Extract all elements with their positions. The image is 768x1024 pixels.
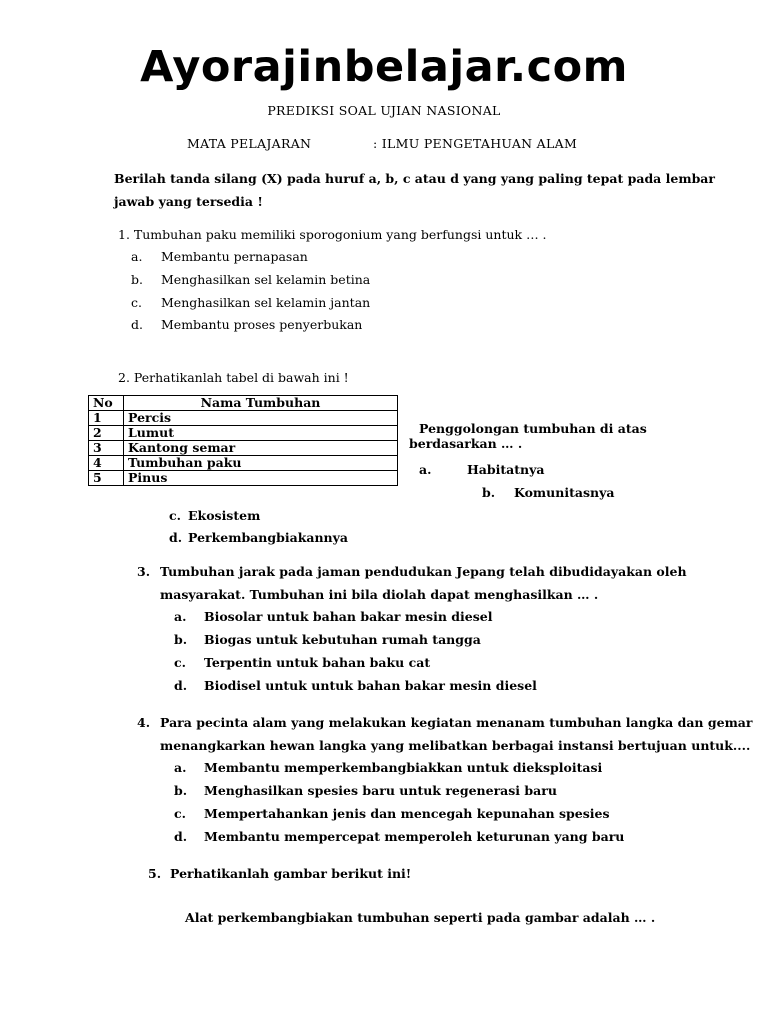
- option-letter: b.: [174, 783, 188, 798]
- q3-option-a: [174, 609, 492, 624]
- q2-option-a-letter: a.: [419, 462, 432, 477]
- q2-text: 2. Perhatikanlah tabel di bawah ini !: [118, 370, 349, 385]
- q5-followup: Alat perkembangbiakan tumbuhan seperti pada gambar adalah … .: [185, 910, 656, 925]
- q1-option-d: [131, 317, 362, 332]
- q5-number: 5.: [148, 866, 162, 881]
- q1-text: 1. Tumbuhan paku memiliki sporogonium yang berfungsi untuk … .: [118, 227, 547, 242]
- q1-option-a: [131, 249, 308, 264]
- table-cell-name: Percis: [124, 411, 398, 426]
- table-row: [89, 426, 398, 441]
- option-text: Terpentin untuk bahan baku cat: [204, 655, 431, 670]
- exam-title: PREDIKSI SOAL UJIAN NASIONAL: [267, 103, 501, 118]
- q4-option-a: [174, 760, 602, 775]
- plant-table: [88, 395, 398, 486]
- option-text: Membantu proses penyerbukan: [161, 317, 363, 332]
- table-header-name: Nama Tumbuhan: [124, 396, 398, 411]
- q4-line-2: menangkarkan hewan langka yang melibatkan berbagai instansi bertujuan untuk....: [160, 738, 751, 753]
- option-text: Menghasilkan sel kelamin jantan: [161, 295, 371, 310]
- q2-option-b-text: Komunitasnya: [514, 485, 615, 500]
- option-text: Membantu pernapasan: [161, 249, 308, 264]
- option-letter: d.: [174, 678, 188, 693]
- option-letter: b.: [131, 272, 143, 287]
- option-text: Biosolar untuk bahan bakar mesin diesel: [204, 609, 493, 624]
- option-letter: b.: [174, 632, 188, 647]
- option-text: Membantu mempercepat memperoleh keturunan yang baru: [204, 829, 625, 844]
- option-letter: d.: [131, 317, 143, 332]
- option-text: Perkembangbiakannya: [188, 530, 348, 545]
- table-cell-no: 3: [89, 441, 124, 456]
- q2-side-text-1: Penggolongan tumbuhan di atas: [419, 421, 647, 436]
- q4-option-c: [174, 806, 610, 821]
- option-letter: a.: [174, 760, 187, 775]
- q3-line-1: Tumbuhan jarak pada jaman pendudukan Jepang telah dibudidayakan oleh: [160, 564, 687, 579]
- q2-side-text-2: berdasarkan … .: [409, 436, 523, 451]
- q3-line-2: masyarakat. Tumbuhan ini bila diolah dapat menghasilkan … .: [160, 587, 599, 602]
- q2-option-c: [169, 508, 260, 523]
- q4-option-d: [174, 829, 624, 844]
- subject-label: MATA PELAJARAN: [187, 136, 312, 151]
- table-cell-name: Lumut: [124, 426, 398, 441]
- option-text: Biodisel untuk untuk bahan bakar mesin diesel: [204, 678, 537, 693]
- table-header-row: [89, 396, 398, 411]
- table-row: [89, 456, 398, 471]
- option-letter: c.: [174, 655, 186, 670]
- q5-text: Perhatikanlah gambar berikut ini!: [170, 866, 412, 881]
- option-text: Membantu memperkembangbiakkan untuk dieksploitasi: [204, 760, 603, 775]
- option-letter: c.: [131, 295, 142, 310]
- option-text: Menghasilkan spesies baru untuk regenerasi baru: [204, 783, 557, 798]
- table-cell-no: 4: [89, 456, 124, 471]
- table-row: [89, 471, 398, 486]
- option-letter: d.: [169, 530, 183, 545]
- q3-option-b: [174, 632, 481, 647]
- q4-line-1: Para pecinta alam yang melakukan kegiatan menanam tumbuhan langka dan gemar: [160, 715, 753, 730]
- subject-value: : ILMU PENGETAHUAN ALAM: [373, 136, 578, 151]
- option-text: Menghasilkan sel kelamin betina: [161, 272, 371, 287]
- q2-option-a-text: Habitatnya: [467, 462, 545, 477]
- q2-option-d: [169, 530, 348, 545]
- option-letter: c.: [174, 806, 186, 821]
- option-text: Mempertahankan jenis dan mencegah kepunahan spesies: [204, 806, 610, 821]
- table-cell-name: Tumbuhan paku: [124, 456, 398, 471]
- site-watermark: Ayorajinbelajar.com: [140, 42, 628, 92]
- q1-option-b: [131, 272, 370, 287]
- option-letter: a.: [131, 249, 143, 264]
- table-cell-no: 5: [89, 471, 124, 486]
- table-row: [89, 411, 398, 426]
- table-cell-name: Kantong semar: [124, 441, 398, 456]
- option-text: Biogas untuk kebutuhan rumah tangga: [204, 632, 481, 647]
- q3-number: 3.: [137, 564, 151, 579]
- instruction-line-1: Berilah tanda silang (X) pada huruf a, b, c atau d yang yang paling tepat pada lembar: [114, 171, 715, 186]
- q2-option-b-letter: b.: [482, 485, 496, 500]
- table-cell-no: 1: [89, 411, 124, 426]
- q3-option-c: [174, 655, 430, 670]
- table-cell-name: Pinus: [124, 471, 398, 486]
- table-header-no: No: [89, 396, 124, 411]
- q4-number: 4.: [137, 715, 151, 730]
- option-letter: a.: [174, 609, 187, 624]
- option-text: Ekosistem: [188, 508, 261, 523]
- table-cell-no: 2: [89, 426, 124, 441]
- q3-option-d: [174, 678, 537, 693]
- q4-option-b: [174, 783, 557, 798]
- option-letter: c.: [169, 508, 181, 523]
- q1-option-c: [131, 295, 370, 310]
- table-row: [89, 441, 398, 456]
- option-letter: d.: [174, 829, 188, 844]
- instruction-line-2: jawab yang tersedia !: [114, 194, 263, 209]
